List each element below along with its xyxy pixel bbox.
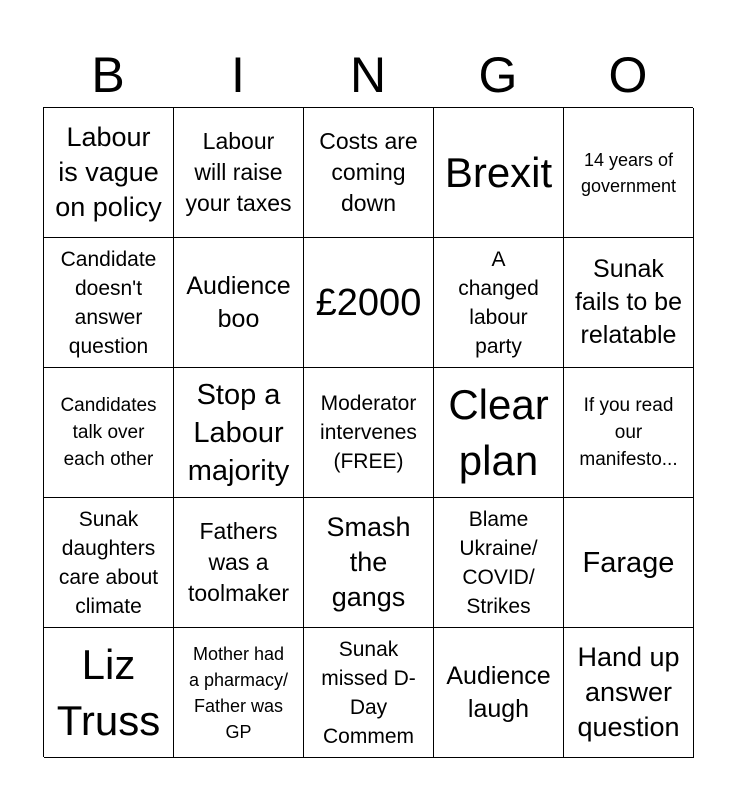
- cell-text: If you read our manifesto...: [579, 395, 678, 470]
- bingo-cell-r1c4[interactable]: [434, 108, 564, 238]
- cell-text: Hand up answer question: [577, 642, 680, 742]
- bingo-cell-r5c1[interactable]: [44, 628, 174, 758]
- bingo-cell-r3c1[interactable]: [44, 368, 174, 498]
- cell-text: Costs are coming down: [319, 128, 418, 216]
- cell-text: Labour is vague on policy: [55, 122, 162, 222]
- cell-text: Candidates talk over each other: [60, 395, 157, 470]
- cell-text: Audience laugh: [446, 661, 551, 723]
- bingo-cell-r4c4[interactable]: [434, 498, 564, 628]
- bingo-cell-r5c3[interactable]: [304, 628, 434, 758]
- bingo-cell-r2c4[interactable]: [434, 238, 564, 368]
- bingo-cell-r4c3[interactable]: [304, 498, 434, 628]
- bingo-cell-r3c5[interactable]: [564, 368, 694, 498]
- bingo-cell-r1c2[interactable]: [174, 108, 304, 238]
- cell-text: Smash the gangs: [326, 512, 411, 612]
- bingo-cell-r5c2[interactable]: [174, 628, 304, 758]
- header-letter-n: N: [349, 47, 387, 103]
- cell-text: A changed labour party: [458, 247, 539, 358]
- header-letter-o: O: [608, 47, 648, 103]
- header-letter-b: B: [91, 47, 125, 103]
- bingo-cell-r3c2[interactable]: [174, 368, 304, 498]
- cell-text: Audience boo: [186, 271, 291, 333]
- bingo-cell-r4c1[interactable]: [44, 498, 174, 628]
- cell-text: Sunak daughters care about climate: [58, 507, 159, 618]
- cell-text: Brexit: [444, 148, 553, 196]
- bingo-cell-r2c3[interactable]: [304, 238, 434, 368]
- bingo-cell-r1c3[interactable]: [304, 108, 434, 238]
- bingo-cell-r4c5[interactable]: [564, 498, 694, 628]
- cell-text: Stop a Labour majority: [187, 378, 290, 487]
- cell-text: Candidate doesn't answer question: [60, 247, 157, 358]
- bingo-cell-r3c3[interactable]: [304, 368, 434, 498]
- header-letter-i: I: [231, 47, 245, 103]
- cell-text: £2000: [315, 281, 422, 324]
- cell-text: Clear plan: [448, 380, 549, 484]
- bingo-cell-r5c4[interactable]: [434, 628, 564, 758]
- bingo-cell-r2c2[interactable]: [174, 238, 304, 368]
- bingo-header: [43, 44, 693, 106]
- bingo-cell-r2c5[interactable]: [564, 238, 694, 368]
- cell-text: Mother had a pharmacy/ Father was GP: [188, 643, 289, 742]
- bingo-cell-r4c2[interactable]: [174, 498, 304, 628]
- cell-text: 14 years of government: [580, 149, 677, 196]
- cell-text: Labour will raise your taxes: [185, 128, 292, 216]
- bingo-cell-r3c4[interactable]: [434, 368, 564, 498]
- bingo-board: [43, 107, 693, 757]
- bingo-cell-r1c1[interactable]: [44, 108, 174, 238]
- cell-text: Blame Ukraine/ COVID/ Strikes: [459, 507, 538, 618]
- bingo-cell-r2c1[interactable]: [44, 238, 174, 368]
- cell-text: Farage: [582, 546, 675, 579]
- cell-text: Liz Truss: [56, 640, 161, 744]
- cell-text: Sunak fails to be relatable: [574, 255, 682, 349]
- bingo-cell-r5c5[interactable]: [564, 628, 694, 758]
- header-letter-g: G: [478, 47, 518, 103]
- cell-text: Fathers was a toolmaker: [188, 518, 289, 606]
- cell-text: Sunak missed D- Day Commem: [321, 637, 416, 748]
- bingo-cell-r1c5[interactable]: [564, 108, 694, 238]
- cell-text: Moderator intervenes (FREE): [320, 392, 417, 473]
